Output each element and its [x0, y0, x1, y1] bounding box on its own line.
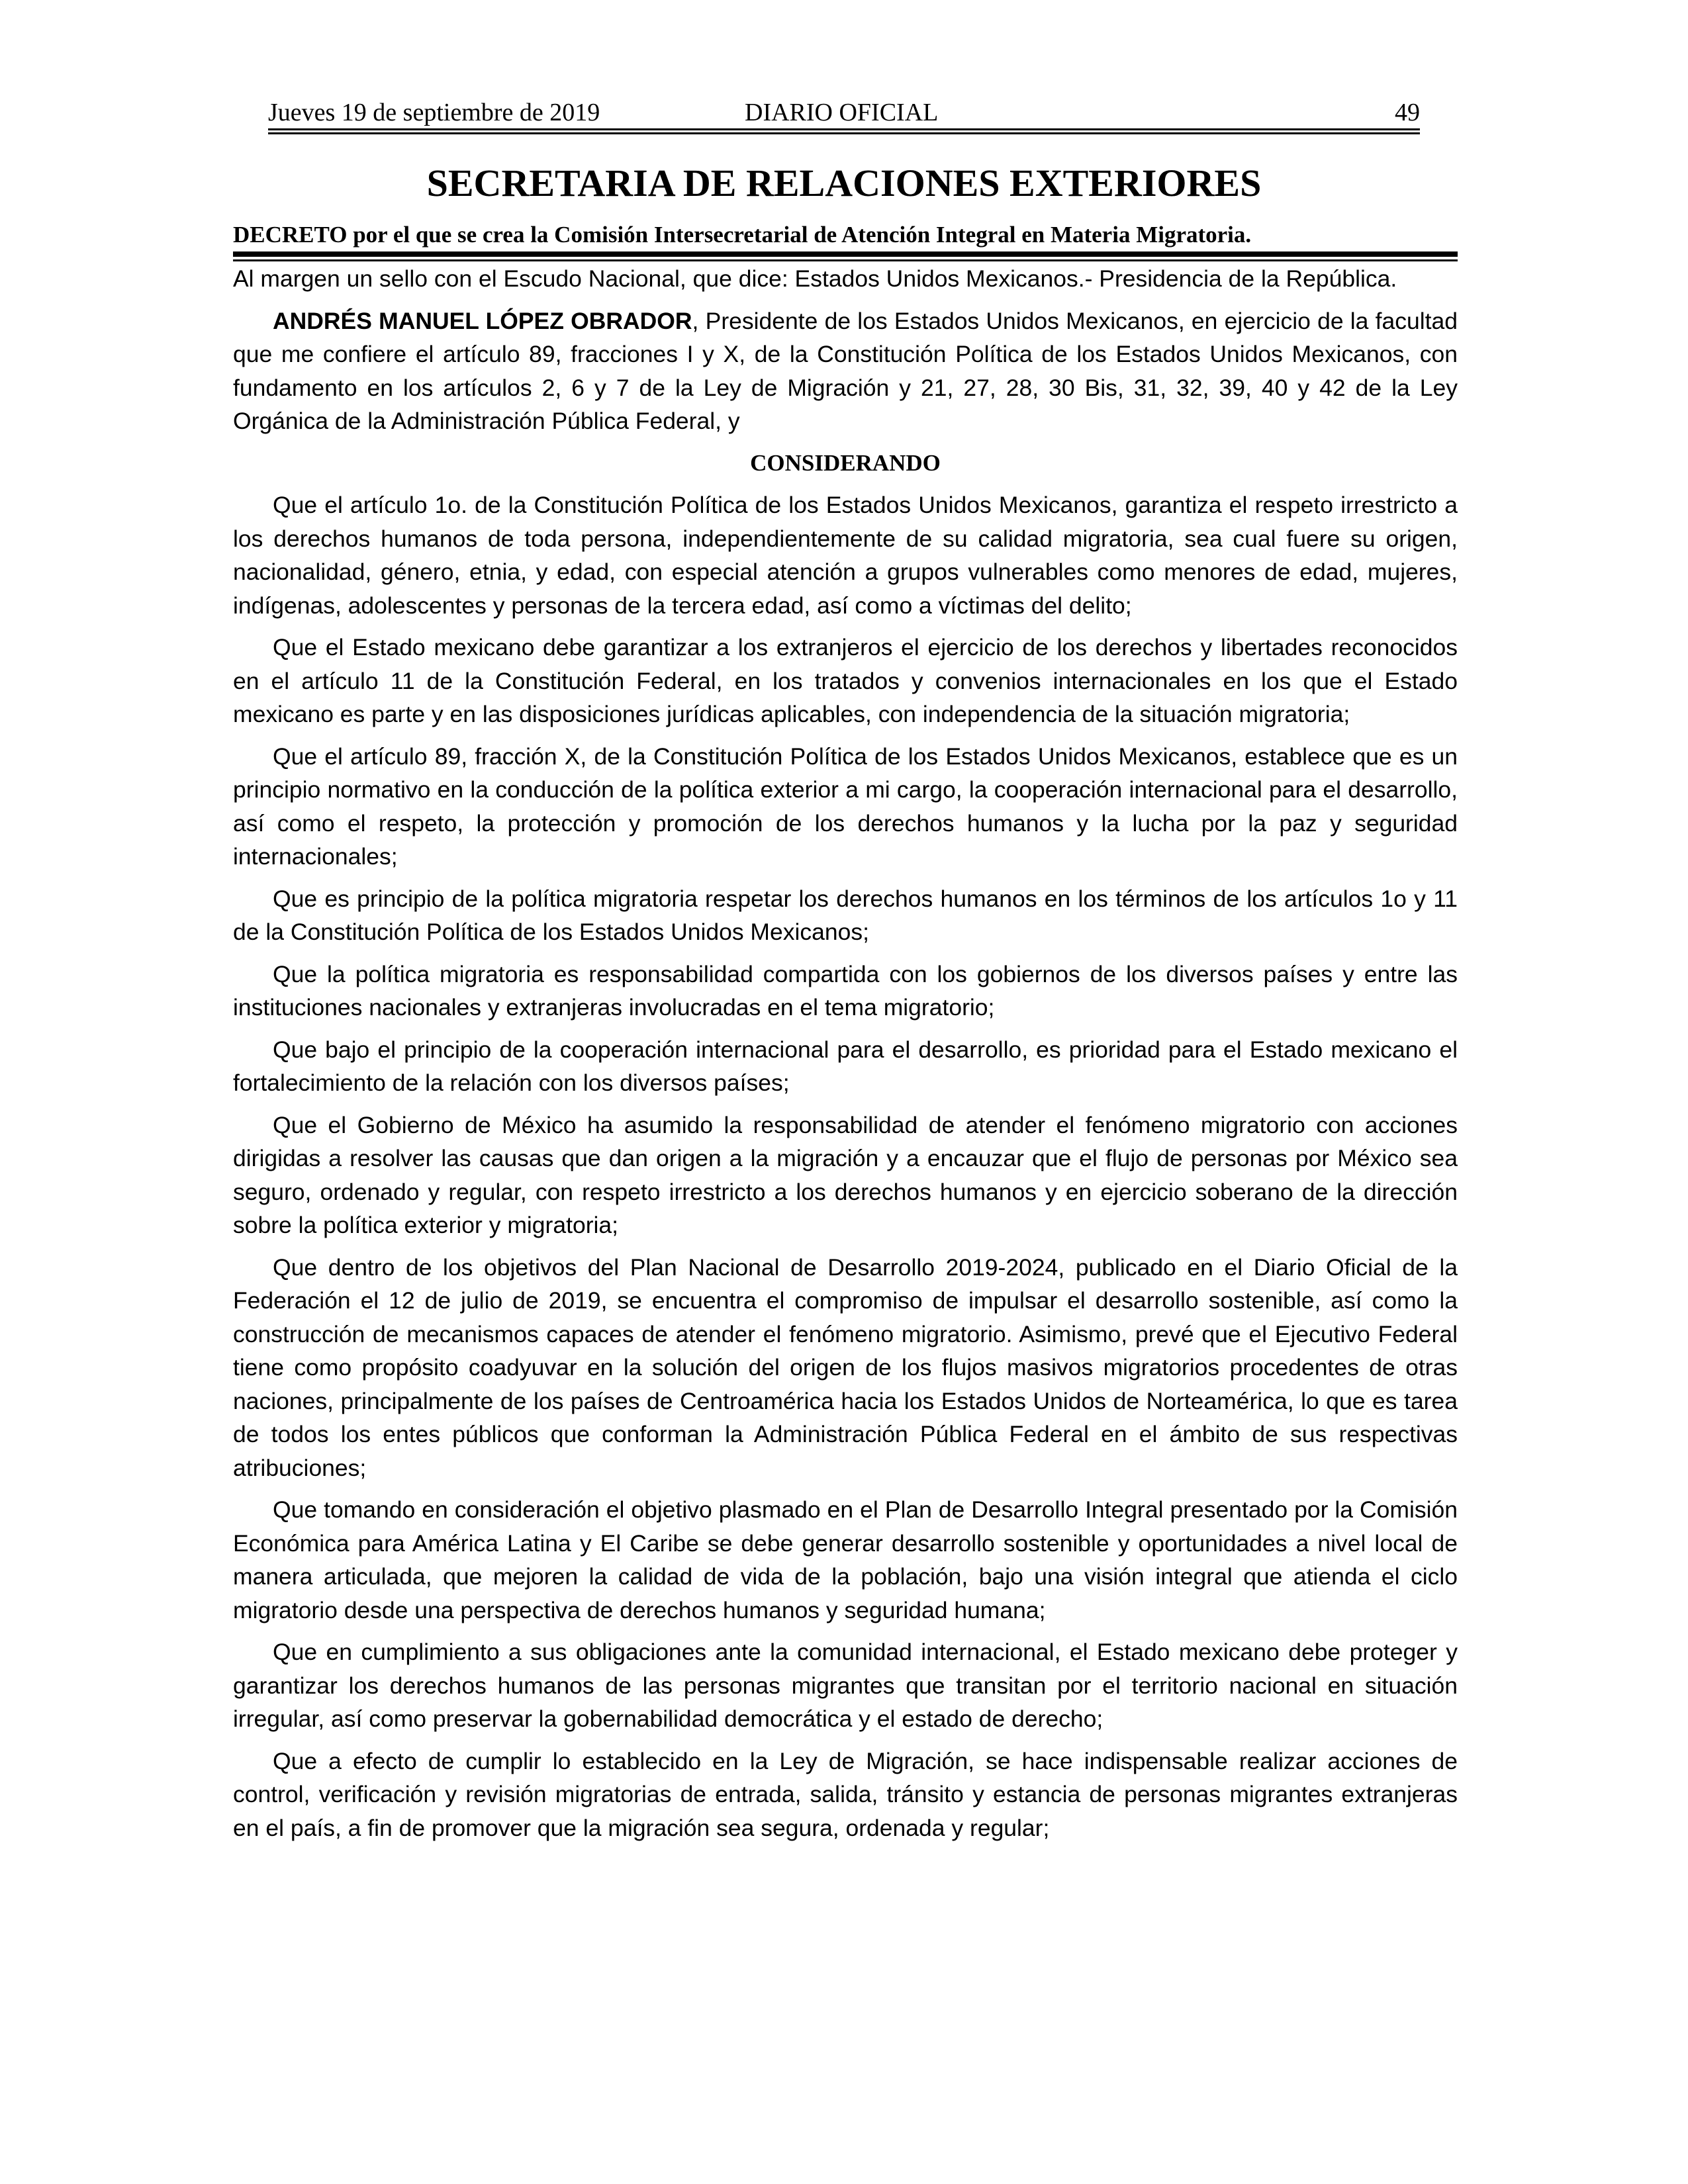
considerando-paragraph: Que el Gobierno de México ha asumido la responsabilidad de atender el fenómeno migratorio con acciones dirigidas a resolver las causas que dan origen a la migración y a encauzar que el flujo de personas por México sea seguro, ordenado y regular, con respeto irrestricto a los derechos humanos y en ejercicio soberano de la dirección sobre la política exterior y migratoria;	[233, 1111, 1458, 1238]
considerando-paragraph: Que a efecto de cumplir lo establecido en la Ley de Migración, se hace indispensable realizar acciones de control, verificación y revisión migratorias de entrada, salida, tránsito y estancia de personas migrantes extranjeras en el país, a fin de promover que la migración sea segura, ordenada y regular;	[233, 1747, 1458, 1841]
considerando-paragraph: Que el artículo 1o. de la Constitución Política de los Estados Unidos Mexicanos, garantiza el respeto irrestricto a los derechos humanos de toda persona, independientemente de su calidad migratoria, sea cual fuere su origen, nacionalidad, género, etnia, y edad, con especial atención a grupos vulnerables como menores de edad, mujeres, indígenas, adolescentes y personas de la tercera edad, así como a víctimas del delito;	[233, 492, 1458, 619]
preamble-text: , Presidente de los Estados Unidos Mexicanos, en ejercicio de la facultad que me confiere el artículo 89, fracciones I y X, de la Constitución Política de los Estados Unidos Mexicanos, con fundamento en los artículos 2, 6 y 7 de la Ley de Migración y 21, 27, 28, 30 Bis, 31, 32, 39, 40 y 42 de la Ley Orgánica de la Administración Pública Federal, y	[233, 307, 1458, 434]
signer-name: ANDRÉS MANUEL LÓPEZ OBRADOR	[273, 307, 692, 334]
document-body	[233, 262, 1458, 1853]
considerando-paragraph: Que el Estado mexicano debe garantizar a los extranjeros el ejercicio de los derechos y libertades reconocidos en el artículo 11 de la Constitución Federal, en los tratados y convenios internacionales en los que el Estado mexicano es parte y en las disposiciones jurídicas aplicables, con independencia de la situación migratoria;	[233, 634, 1458, 727]
decree-lead: DECRETO	[233, 222, 348, 248]
running-header	[268, 93, 1420, 132]
journal-name: DIARIO OFICIAL	[745, 99, 939, 126]
considerando-paragraph: Que en cumplimiento a sus obligaciones ante la comunidad internacional, el Estado mexicano debe proteger y garantizar los derechos humanos de las personas migrantes que transitan por el territorio nacional en situación irregular, así como preservar la gobernabilidad democrática y el estado de derecho;	[233, 1639, 1458, 1732]
agency-title: SECRETARIA DE RELACIONES EXTERIORES	[426, 161, 1262, 205]
considerando-paragraph: Que bajo el principio de la cooperación internacional para el desarrollo, es prioridad para el Estado mexicano el fortalecimiento de la relación con los diversos países;	[233, 1036, 1458, 1096]
considerando-heading: CONSIDERANDO	[750, 449, 941, 476]
considerando-paragraph: Que tomando en consideración el objetivo plasmado en el Plan de Desarrollo Integral presentado por la Comisión Económica para América Latina y El Caribe se debe generar desarrollo sostenible y oportunidades a nivel local de manera articulada, que mejoren la calidad de vida de la población, bajo una visión integral que atienda el ciclo migratorio desde una perspectiva de derechos humanos y seguridad humana;	[233, 1496, 1458, 1623]
considerando-paragraph: Que es principio de la política migratoria respetar los derechos humanos en los términos de los artículos 1o y 11 de la Constitución Política de los Estados Unidos Mexicanos;	[233, 885, 1458, 945]
considerando-paragraph: Que la política migratoria es responsabilidad compartida con los gobiernos de los diversos países y entre las instituciones nacionales y extranjeras involucradas en el tema migratorio;	[233, 960, 1458, 1021]
preamble	[233, 304, 1458, 438]
seal-note: Al margen un sello con el Escudo Nacional, que dice: Estados Unidos Mexicanos.- Presidencia de la República.	[233, 265, 1397, 292]
header-rule-bottom	[268, 132, 1420, 134]
considerando-paragraph: Que dentro de los objetivos del Plan Nacional de Desarrollo 2019-2024, publicado en el Diario Oficial de la Federación el 12 de julio de 2019, se encuentra el compromiso de impulsar el desarrollo sostenible, así como la construcción de mecanismos capaces de atender el fenómeno migratorio. Asimismo, prevé que el Ejecutivo Federal tiene como propósito coadyuvar en la solución del origen de los flujos masivos migratorios procedentes de otras naciones, principalmente de los países de Centroamérica hacia los Estados Unidos de Norteamérica, lo que es tarea de todos los entes públicos que conforman la Administración Pública Federal en el ámbito de sus respectivas atribuciones;	[233, 1253, 1458, 1481]
header-rule-top	[268, 128, 1420, 130]
considerando-paragraph: Que el artículo 89, fracción X, de la Constitución Política de los Estados Unidos Mexicanos, establece que es un principio normativo en la conducción de la política exterior a mi cargo, la cooperación internacional para el desarrollo, así como el respeto, la protección y promoción de los derechos humanos y la lucha por la paz y seguridad internacionales;	[233, 743, 1458, 870]
section-rule-thin	[233, 259, 1458, 261]
decree-title-text: por el que se crea la Comisión Intersecretarial de Atención Integral en Materia Migratoria.	[347, 222, 1252, 248]
page-number: 49	[1395, 99, 1420, 126]
issue-date: Jueves 19 de septiembre de 2019	[268, 99, 600, 126]
decree-title	[233, 218, 1458, 251]
section-rule-thick	[233, 251, 1458, 257]
